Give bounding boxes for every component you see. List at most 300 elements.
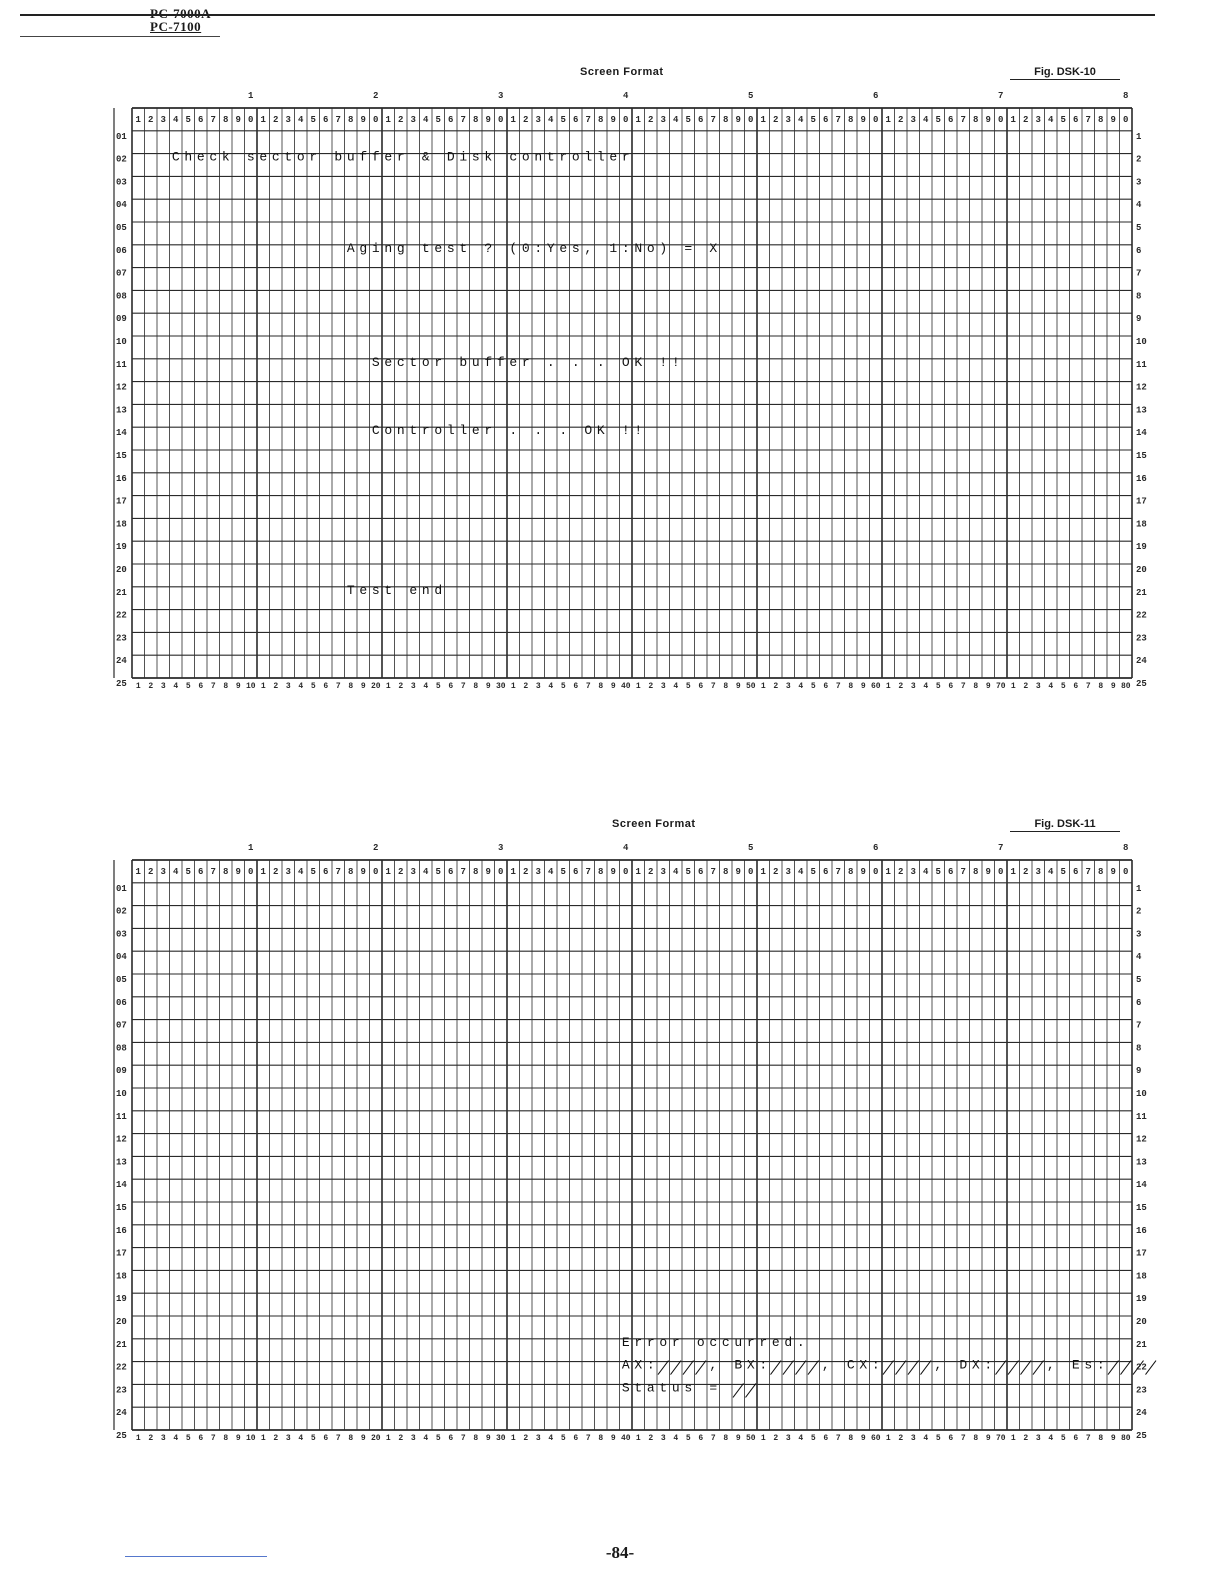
column-header-digit: 9 — [985, 867, 991, 877]
screen-char: u — [734, 1334, 743, 1350]
column-header-digit: 9 — [360, 115, 366, 125]
bottom-ruler-digit: 6 — [698, 1434, 704, 1443]
screen-char: r — [559, 149, 568, 165]
bottom-ruler-digit: 3 — [910, 1434, 916, 1443]
screen-char: , — [584, 240, 593, 256]
column-header-digit: 0 — [248, 867, 254, 877]
bottom-ruler-digit: 2 — [898, 1434, 904, 1443]
screen-char: : — [1096, 1357, 1105, 1373]
bottom-ruler-digit: 2 — [648, 682, 654, 691]
filler-slash — [733, 1383, 744, 1397]
bottom-ruler-digit: 7 — [210, 1434, 216, 1443]
bottom-ruler-digit: 3 — [535, 1434, 541, 1443]
column-group-label: 5 — [748, 91, 754, 101]
screen-char: n — [396, 423, 405, 439]
filler-slash — [996, 1361, 1007, 1375]
bottom-ruler-digit: 8 — [473, 1434, 479, 1443]
column-header-digit: 6 — [698, 867, 704, 877]
bottom-ruler-digit: 9 — [610, 682, 616, 691]
column-header-digit: 4 — [298, 115, 304, 125]
screen-char: i — [459, 149, 468, 165]
form-1-title: Screen Format — [580, 66, 664, 78]
column-header-digit: 3 — [535, 867, 541, 877]
bottom-ruler-digit: 7 — [710, 682, 716, 691]
screen-char: e — [259, 149, 268, 165]
row-number-right: 2 — [1136, 906, 1142, 917]
row-number-left: 15 — [116, 1203, 127, 1213]
column-header-digit: 5 — [810, 115, 816, 125]
column-header-digit: 6 — [823, 867, 829, 877]
bottom-ruler-digit: 9 — [735, 682, 741, 691]
column-group-label: 4 — [623, 91, 629, 101]
column-header-digit: 9 — [610, 867, 616, 877]
column-header-digit: 3 — [660, 867, 666, 877]
column-header-digit: 5 — [1060, 867, 1066, 877]
column-group-label: 7 — [998, 91, 1004, 101]
column-header-digit: 9 — [860, 867, 866, 877]
column-header-digit: 2 — [1023, 115, 1029, 125]
column-header-digit: 2 — [273, 115, 279, 125]
screen-char: : — [984, 1357, 993, 1373]
bottom-ruler-digit: 4 — [1048, 682, 1054, 691]
column-header-digit: 5 — [935, 867, 941, 877]
column-header-digit: 9 — [735, 867, 741, 877]
screen-char: S — [371, 354, 380, 370]
column-group-label: 2 — [373, 91, 379, 101]
screen-char: A — [346, 240, 355, 256]
bottom-ruler-digit: 9 — [485, 1434, 491, 1443]
column-header-digit: 8 — [598, 115, 604, 125]
column-group-label: 5 — [748, 843, 754, 853]
column-header-digit: 4 — [423, 867, 429, 877]
screen-char: t — [546, 149, 555, 165]
column-header-digit: 4 — [173, 867, 179, 877]
bottom-ruler-digit: 5 — [435, 682, 441, 691]
screen-char: X — [859, 1357, 868, 1373]
bottom-ruler-digit: 60 — [870, 682, 881, 691]
row-number-left: 22 — [116, 610, 127, 621]
column-group-label: 2 — [373, 843, 379, 853]
screen-char: u — [671, 1380, 680, 1396]
row-number-right: 9 — [1136, 314, 1142, 325]
row-number-left: 17 — [116, 1248, 127, 1259]
bottom-ruler-digit: 1 — [635, 682, 641, 691]
column-header-digit: 3 — [910, 115, 916, 125]
column-header-digit: 2 — [898, 115, 904, 125]
bottom-ruler-digit: 1 — [135, 682, 141, 691]
column-header-digit: 8 — [848, 867, 854, 877]
screen-char: u — [346, 149, 355, 165]
bottom-ruler-digit: 20 — [370, 682, 381, 691]
column-header-digit: 3 — [785, 115, 791, 125]
bottom-ruler-digit: 7 — [835, 682, 841, 691]
bottom-ruler-digit: 8 — [1098, 682, 1104, 691]
row-number-right: 13 — [1136, 1157, 1147, 1168]
bottom-ruler-digit: 9 — [360, 682, 366, 691]
row-number-left: 07 — [116, 268, 127, 279]
row-number-right: 6 — [1136, 997, 1142, 1008]
column-header-digit: 6 — [573, 115, 579, 125]
row-number-left: 02 — [116, 906, 127, 917]
bottom-ruler-digit: 5 — [685, 682, 691, 691]
bottom-ruler-digit: 30 — [495, 682, 506, 691]
screen-char: ! — [621, 423, 630, 439]
bottom-ruler-digit: 9 — [985, 682, 991, 691]
column-header-digit: 8 — [223, 115, 229, 125]
column-header-digit: 7 — [210, 867, 216, 877]
row-number-left: 19 — [116, 542, 127, 553]
column-header-digit: 3 — [160, 115, 166, 125]
bottom-ruler-digit: 3 — [285, 682, 291, 691]
column-header-digit: 7 — [960, 867, 966, 877]
column-header-digit: 6 — [948, 115, 954, 125]
row-number-right: 14 — [1136, 428, 1147, 439]
bottom-ruler-digit: 9 — [235, 1434, 241, 1443]
bottom-ruler-digit: 6 — [198, 1434, 204, 1443]
row-number-right: 11 — [1136, 1111, 1147, 1122]
column-group-label: 4 — [623, 843, 629, 853]
bottom-ruler-digit: 4 — [548, 1434, 554, 1443]
filler-slash — [883, 1361, 894, 1375]
screen-char: X — [634, 1357, 643, 1373]
screen-char: e — [384, 354, 393, 370]
row-number-left: 12 — [116, 382, 127, 393]
row-number-right: 23 — [1136, 633, 1147, 644]
screen-char: f — [484, 354, 493, 370]
screen-char: = — [709, 1380, 718, 1396]
bottom-ruler-digit: 1 — [385, 1434, 391, 1443]
header-underline — [20, 36, 220, 37]
column-header-digit: 3 — [535, 115, 541, 125]
column-header-digit: 4 — [423, 115, 429, 125]
bottom-ruler-digit: 2 — [898, 682, 904, 691]
row-number-left: 20 — [116, 565, 127, 575]
column-header-digit: 1 — [635, 867, 641, 877]
row-number-right: 25 — [1136, 1431, 1147, 1441]
screen-char: D — [446, 149, 455, 165]
screen-char: o — [521, 149, 530, 165]
screen-char: D — [959, 1357, 968, 1373]
bottom-ruler-digit: 6 — [323, 682, 329, 691]
bottom-ruler-digit: 4 — [548, 682, 554, 691]
bottom-ruler-digit: 2 — [1023, 682, 1029, 691]
screen-char: e — [359, 582, 368, 598]
screen-char: , — [1046, 1357, 1055, 1373]
row-number-right: 19 — [1136, 542, 1147, 553]
column-header-digit: 1 — [385, 115, 391, 125]
row-number-left: 08 — [116, 1043, 127, 1054]
bottom-ruler-digit: 5 — [185, 682, 191, 691]
bottom-ruler-digit: 5 — [310, 682, 316, 691]
bottom-ruler-digit: 4 — [798, 682, 804, 691]
column-header-digit: 9 — [860, 115, 866, 125]
bottom-ruler-digit: 4 — [298, 682, 304, 691]
column-header-digit: 0 — [1123, 115, 1129, 125]
row-number-right: 20 — [1136, 565, 1147, 575]
column-header-digit: 4 — [548, 867, 554, 877]
screen-char: o — [571, 149, 580, 165]
bottom-ruler-digit: 5 — [435, 1434, 441, 1443]
bottom-ruler-digit: 5 — [685, 1434, 691, 1443]
bottom-ruler-digit: 7 — [710, 1434, 716, 1443]
bottom-ruler-digit: 4 — [298, 1434, 304, 1443]
row-number-left: 05 — [116, 223, 127, 233]
screen-char: ) — [659, 240, 668, 256]
filler-slash — [808, 1361, 819, 1375]
column-header-digit: 3 — [160, 867, 166, 877]
bottom-ruler-digit: 5 — [560, 1434, 566, 1443]
bottom-ruler-digit: 70 — [995, 1434, 1006, 1443]
row-number-left: 06 — [116, 245, 127, 256]
row-number-left: 23 — [116, 633, 127, 644]
filler-slash — [746, 1383, 757, 1397]
screen-char: . — [596, 354, 605, 370]
row-number-left: 10 — [116, 337, 127, 347]
screen-char: s — [246, 149, 255, 165]
row-number-left: 03 — [116, 929, 127, 940]
column-header-digit: 9 — [485, 867, 491, 877]
filler-slash — [696, 1361, 707, 1375]
bottom-ruler-digit: 2 — [398, 1434, 404, 1443]
column-header-digit: 5 — [560, 115, 566, 125]
row-number-right: 20 — [1136, 1317, 1147, 1327]
row-number-right: 7 — [1136, 268, 1142, 279]
column-header-digit: 0 — [1123, 867, 1129, 877]
bottom-ruler-digit: 5 — [560, 682, 566, 691]
bottom-ruler-digit: 7 — [335, 1434, 341, 1443]
screen-char: t — [409, 423, 418, 439]
bottom-ruler-digit: 1 — [760, 682, 766, 691]
row-number-left: 25 — [116, 679, 127, 689]
column-header-digit: 2 — [648, 867, 654, 877]
screen-char: t — [634, 1380, 643, 1396]
bottom-ruler-digit: 1 — [260, 682, 266, 691]
column-header-digit: 8 — [223, 867, 229, 877]
row-number-left: 04 — [116, 952, 127, 963]
screen-char: k — [221, 149, 230, 165]
bottom-ruler-digit: 8 — [973, 1434, 979, 1443]
column-header-digit: 5 — [310, 867, 316, 877]
screen-char: l — [459, 423, 468, 439]
screen-char: f — [371, 149, 380, 165]
row-number-right: 4 — [1136, 200, 1142, 211]
bottom-ruler-digit: 7 — [960, 1434, 966, 1443]
column-header-digit: 5 — [185, 115, 191, 125]
bottom-ruler-digit: 6 — [948, 682, 954, 691]
bottom-ruler-digit: 4 — [173, 682, 179, 691]
bottom-ruler-digit: 80 — [1120, 1434, 1131, 1443]
row-number-left: 11 — [116, 1111, 127, 1122]
bottom-ruler-digit: 1 — [760, 1434, 766, 1443]
column-header-digit: 7 — [710, 115, 716, 125]
column-header-digit: 0 — [248, 115, 254, 125]
row-number-right: 18 — [1136, 519, 1147, 530]
screen-char: 1 — [609, 240, 618, 256]
bottom-ruler-digit: 4 — [173, 1434, 179, 1443]
screen-char: N — [634, 240, 643, 256]
bottom-ruler-digit: 2 — [148, 682, 154, 691]
column-header-digit: 7 — [710, 867, 716, 877]
bottom-ruler-digit: 9 — [860, 682, 866, 691]
screen-char: t — [409, 354, 418, 370]
row-number-right: 24 — [1136, 656, 1147, 667]
screen-char: ? — [484, 240, 493, 256]
column-header-digit: 6 — [323, 115, 329, 125]
screen-char: i — [371, 240, 380, 256]
screen-char: l — [446, 423, 455, 439]
screen-char: r — [621, 149, 630, 165]
row-number-right: 17 — [1136, 496, 1147, 507]
bottom-ruler-digit: 8 — [223, 682, 229, 691]
screen-char: o — [421, 354, 430, 370]
bottom-ruler-digit: 9 — [860, 1434, 866, 1443]
row-number-left: 08 — [116, 291, 127, 302]
screen-char: t — [384, 582, 393, 598]
column-header-digit: 1 — [885, 115, 891, 125]
screen-char: O — [584, 423, 593, 439]
column-header-digit: 3 — [285, 867, 291, 877]
row-number-right: 15 — [1136, 1203, 1147, 1213]
column-header-digit: 9 — [485, 115, 491, 125]
bottom-ruler-digit: 3 — [660, 1434, 666, 1443]
screen-char: s — [446, 240, 455, 256]
bottom-ruler-digit: 8 — [723, 682, 729, 691]
screen-char: e — [471, 423, 480, 439]
row-number-right: 17 — [1136, 1248, 1147, 1259]
column-header-digit: 7 — [585, 867, 591, 877]
page-number: -84- — [605, 1543, 635, 1562]
column-header-digit: 3 — [785, 867, 791, 877]
column-header-digit: 8 — [973, 867, 979, 877]
bottom-ruler-digit: 60 — [870, 1434, 881, 1443]
screen-char: c — [709, 1334, 718, 1350]
screen-char: o — [384, 423, 393, 439]
column-header-digit: 4 — [798, 867, 804, 877]
screen-char: E — [1071, 1357, 1080, 1373]
bottom-ruler-digit: 6 — [698, 682, 704, 691]
screen-char: . — [571, 354, 580, 370]
bottom-ruler-digit: 2 — [523, 682, 529, 691]
screen-char: & — [421, 149, 430, 165]
row-number-right: 12 — [1136, 382, 1147, 393]
row-number-right: 5 — [1136, 975, 1142, 985]
bottom-ruler-digit: 2 — [273, 682, 279, 691]
bottom-ruler-digit: 10 — [245, 682, 256, 691]
row-number-left: 16 — [116, 473, 127, 484]
row-number-right: 21 — [1136, 587, 1147, 598]
bottom-ruler-digit: 6 — [823, 1434, 829, 1443]
column-header-digit: 4 — [923, 867, 929, 877]
bottom-ruler-digit: 9 — [610, 1434, 616, 1443]
column-header-digit: 6 — [823, 115, 829, 125]
row-number-left: 12 — [116, 1134, 127, 1145]
column-header-digit: 2 — [148, 115, 154, 125]
column-header-digit: 2 — [523, 115, 529, 125]
bottom-ruler-digit: 2 — [148, 1434, 154, 1443]
bottom-ruler-digit: 5 — [310, 1434, 316, 1443]
row-number-right: 11 — [1136, 359, 1147, 370]
row-number-left: 17 — [116, 496, 127, 507]
screen-char: g — [396, 240, 405, 256]
bottom-ruler-digit: 8 — [848, 682, 854, 691]
column-header-digit: 5 — [1060, 115, 1066, 125]
column-header-digit: 8 — [723, 867, 729, 877]
bottom-ruler-digit: 4 — [423, 1434, 429, 1443]
screen-char: s — [371, 582, 380, 598]
bottom-ruler-digit: 3 — [410, 682, 416, 691]
column-group-label: 7 — [998, 843, 1004, 853]
column-header-digit: 8 — [598, 867, 604, 877]
filler-slash — [1033, 1361, 1044, 1375]
column-header-digit: 8 — [473, 867, 479, 877]
form-1-figure-label: Fig. DSK-10 — [1010, 66, 1120, 80]
screen-char: K — [596, 423, 605, 439]
screen-char: u — [471, 354, 480, 370]
column-header-digit: 5 — [435, 115, 441, 125]
row-number-left: 14 — [116, 428, 127, 439]
column-group-label: 1 — [248, 91, 254, 101]
row-number-right: 8 — [1136, 1043, 1142, 1054]
screen-char: b — [459, 354, 468, 370]
screen-char: , — [709, 1357, 718, 1373]
screen-char: e — [771, 1334, 780, 1350]
column-header-digit: 2 — [148, 867, 154, 877]
row-number-right: 24 — [1136, 1408, 1147, 1419]
filler-slash — [1121, 1361, 1132, 1375]
screen-char: d — [784, 1334, 793, 1350]
bottom-ruler-digit: 7 — [460, 682, 466, 691]
row-number-right: 1 — [1136, 883, 1142, 894]
screen-char: t — [659, 1380, 668, 1396]
row-number-left: 06 — [116, 997, 127, 1008]
column-header-digit: 0 — [998, 867, 1004, 877]
bottom-ruler-digit: 8 — [848, 1434, 854, 1443]
column-group-label: 8 — [1123, 91, 1129, 101]
screen-char: n — [534, 149, 543, 165]
screen-char: . — [509, 423, 518, 439]
column-header-digit: 8 — [723, 115, 729, 125]
column-header-digit: 9 — [1110, 115, 1116, 125]
filler-slash — [771, 1361, 782, 1375]
column-header-digit: 2 — [773, 867, 779, 877]
screen-char: C — [371, 423, 380, 439]
bottom-ruler-digit: 50 — [745, 682, 756, 691]
bottom-ruler-digit: 7 — [585, 682, 591, 691]
column-header-digit: 7 — [210, 115, 216, 125]
bottom-ruler-digit: 1 — [1010, 682, 1016, 691]
column-group-label: 3 — [498, 843, 504, 853]
column-header-digit: 0 — [748, 115, 754, 125]
column-header-digit: 4 — [673, 867, 679, 877]
bottom-ruler-digit: 8 — [973, 682, 979, 691]
column-header-digit: 7 — [835, 867, 841, 877]
screen-char: e — [559, 240, 568, 256]
bottom-ruler-digit: 1 — [885, 1434, 891, 1443]
bottom-ruler-digit: 7 — [835, 1434, 841, 1443]
screen-char: r — [396, 149, 405, 165]
column-header-digit: 7 — [960, 115, 966, 125]
screen-char: . — [559, 423, 568, 439]
row-number-left: 09 — [116, 1066, 127, 1077]
form-2-title: Screen Format — [612, 818, 696, 830]
screen-char: c — [509, 149, 518, 165]
column-header-digit: 8 — [973, 115, 979, 125]
screen-char: ! — [634, 423, 643, 439]
column-header-digit: 6 — [1073, 115, 1079, 125]
column-group-label: 6 — [873, 843, 879, 853]
bottom-ruler-digit: 6 — [573, 1434, 579, 1443]
screen-char: , — [821, 1357, 830, 1373]
